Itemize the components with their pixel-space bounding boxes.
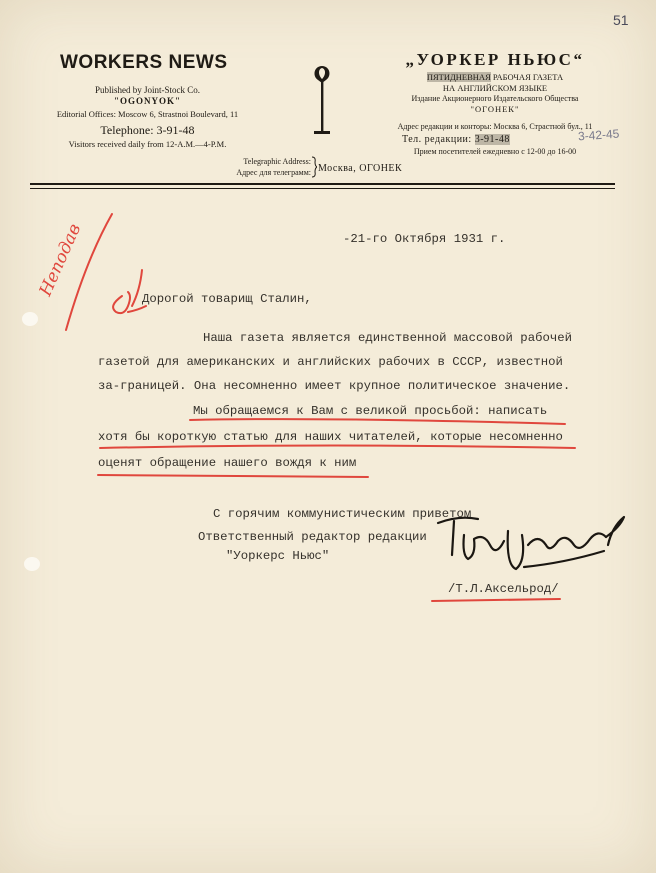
struck-word: ПЯТИДНЕВНАЯ xyxy=(426,72,491,82)
red-annotation-word: Неподав xyxy=(35,220,86,300)
salutation: Дорогой товарищ Сталин, xyxy=(142,292,312,306)
signer-name: /Т.Л.Аксельрод/ xyxy=(448,582,559,596)
punch-hole xyxy=(24,557,40,571)
language-line: НА АНГЛИЙСКОМ ЯЗЫКЕ xyxy=(442,83,548,93)
body-line: газетой для американских и английских рабочих в СССР, известной xyxy=(98,355,563,369)
handwritten-phone: 3-42-45 xyxy=(577,126,620,144)
body-line: оценят обращение нашего вождя к ним xyxy=(98,456,357,470)
letter-date: -21-го Октября 1931 г. xyxy=(343,232,506,246)
reception-hours: Прием посетителей ежедневно с 12-00 до 16-00 xyxy=(413,147,577,156)
editorial-offices: Editorial Offices: Moscow 6, Strastnoi Boulevard, 11 xyxy=(56,109,239,119)
phone-number: 3-91-48 xyxy=(474,134,510,145)
body-line: Мы обращаемся к Вам с великой просьбой: написать xyxy=(193,404,548,418)
publisher-line: Издание Акционерного Издательского Общества xyxy=(411,94,579,103)
body-line: Наша газета является единственной массовой рабочей xyxy=(203,331,572,345)
signer-title: Ответственный редактор редакции xyxy=(198,530,427,544)
body-line: хотя бы короткую статью для наших читателей, которые несомненно xyxy=(98,430,563,444)
brand-title: WORKERS NEWS xyxy=(60,52,228,73)
signer-paper: "Уоркерс Ньюс" xyxy=(226,549,330,563)
company-name: "OGONYOK" xyxy=(114,96,181,106)
archive-number: 51 xyxy=(613,12,629,28)
telephone: Telephone: 3-91-48 xyxy=(100,123,195,137)
office-address: Адрес редакции и конторы: Москва 6, Страстной бул., 11 xyxy=(397,122,593,131)
telegraphic-address: Москва, ОГОНЕК xyxy=(318,163,403,174)
telegraphic-label-en: Telegraphic Address: xyxy=(243,157,311,166)
newspaper-type-rest: РАБОЧАЯ ГАЗЕТА xyxy=(490,72,564,82)
punch-hole xyxy=(22,312,38,326)
published-by: Published by Joint-Stock Co. xyxy=(94,85,200,95)
publisher-name: "ОГОНЕК" xyxy=(470,104,520,114)
phone-label: Тел. редакции: xyxy=(402,134,475,145)
telegraphic-label-ru: Адрес для телеграмм: xyxy=(236,168,311,177)
russian-title: „УОРКЕР НЬЮС“ xyxy=(405,50,585,69)
visitors-hours: Visitors received daily from 12-A.M.—4-P.M. xyxy=(68,139,227,149)
body-line: за-границей. Она несомненно имеет крупное политическое значение. xyxy=(98,379,571,393)
closing: С горячим коммунистическим приветом xyxy=(213,507,472,521)
